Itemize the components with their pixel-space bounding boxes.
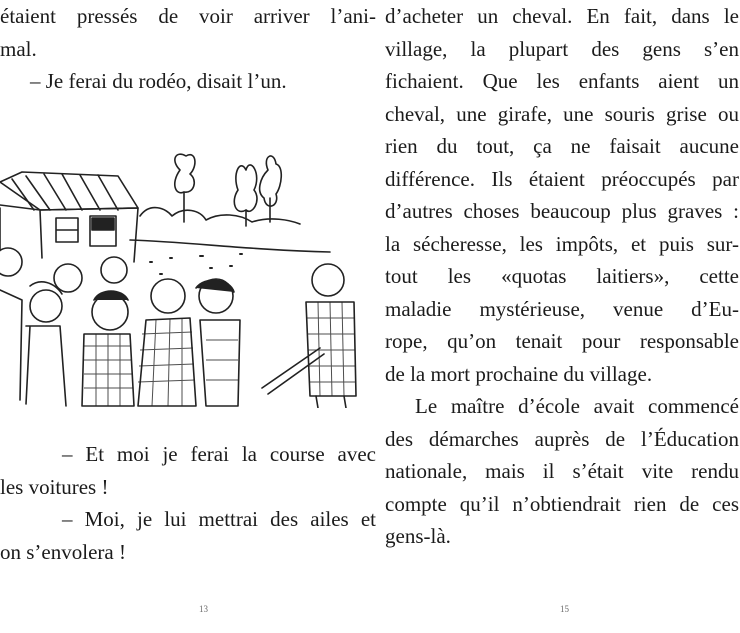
- right-line-3: fichaient. Que les enfants aient un: [385, 69, 739, 93]
- left-line-1: étaient pressés de voir arriver l’ani-: [0, 4, 376, 28]
- left-page-text: [0, 0, 376, 98]
- right-line-16: compte qu’il n’obtiendrait rien de ces: [385, 491, 739, 516]
- right-page-text: [385, 0, 739, 553]
- left-line-3: – Je ferai du rodéo, disait l’un.: [30, 69, 287, 93]
- children-illustration: [0, 150, 376, 408]
- right-line-9: tout les «quotas laitiers», cette: [385, 264, 739, 288]
- right-line-5: rien du tout, ça ne faisait aucune: [385, 134, 739, 158]
- right-line-14: des démarches auprès de l’Éducation: [385, 426, 739, 451]
- right-line-4: cheval, une girafe, une souris grise ou: [385, 101, 739, 126]
- right-page-number: 15: [560, 604, 569, 614]
- right-line-17: gens-là.: [385, 524, 451, 548]
- left-line-2: mal.: [0, 36, 37, 61]
- left-page-number: 13: [199, 604, 208, 614]
- right-line-2: village, la plupart des gens s’en: [385, 36, 739, 61]
- left-line-5: les voitures !: [0, 474, 109, 499]
- left-line-4: – Et moi je ferai la course avec: [62, 442, 376, 466]
- right-line-11: rope, qu’on tenait pour responsable: [385, 329, 739, 353]
- right-line-8: la sécheresse, les impôts, et puis sur-: [385, 231, 739, 256]
- right-line-12: de la mort prochaine du village.: [385, 361, 653, 386]
- right-line-1: d’acheter un cheval. En fait, dans le: [385, 4, 739, 28]
- right-line-7: d’autres choses beaucoup plus graves :: [385, 199, 739, 223]
- left-line-6: – Moi, je lui mettrai des ailes et: [62, 507, 376, 531]
- right-line-13: Le maître d’école avait commencé: [415, 394, 739, 418]
- right-line-10: maladie mystérieuse, venue d’Eu-: [385, 296, 739, 321]
- left-line-7: on s’envolera !: [0, 539, 126, 564]
- left-page-lower-text: [0, 438, 376, 568]
- right-line-6: différence. Ils étaient préoccupés par: [385, 166, 739, 191]
- right-line-15: nationale, mais il s’était vite rendu: [385, 459, 739, 483]
